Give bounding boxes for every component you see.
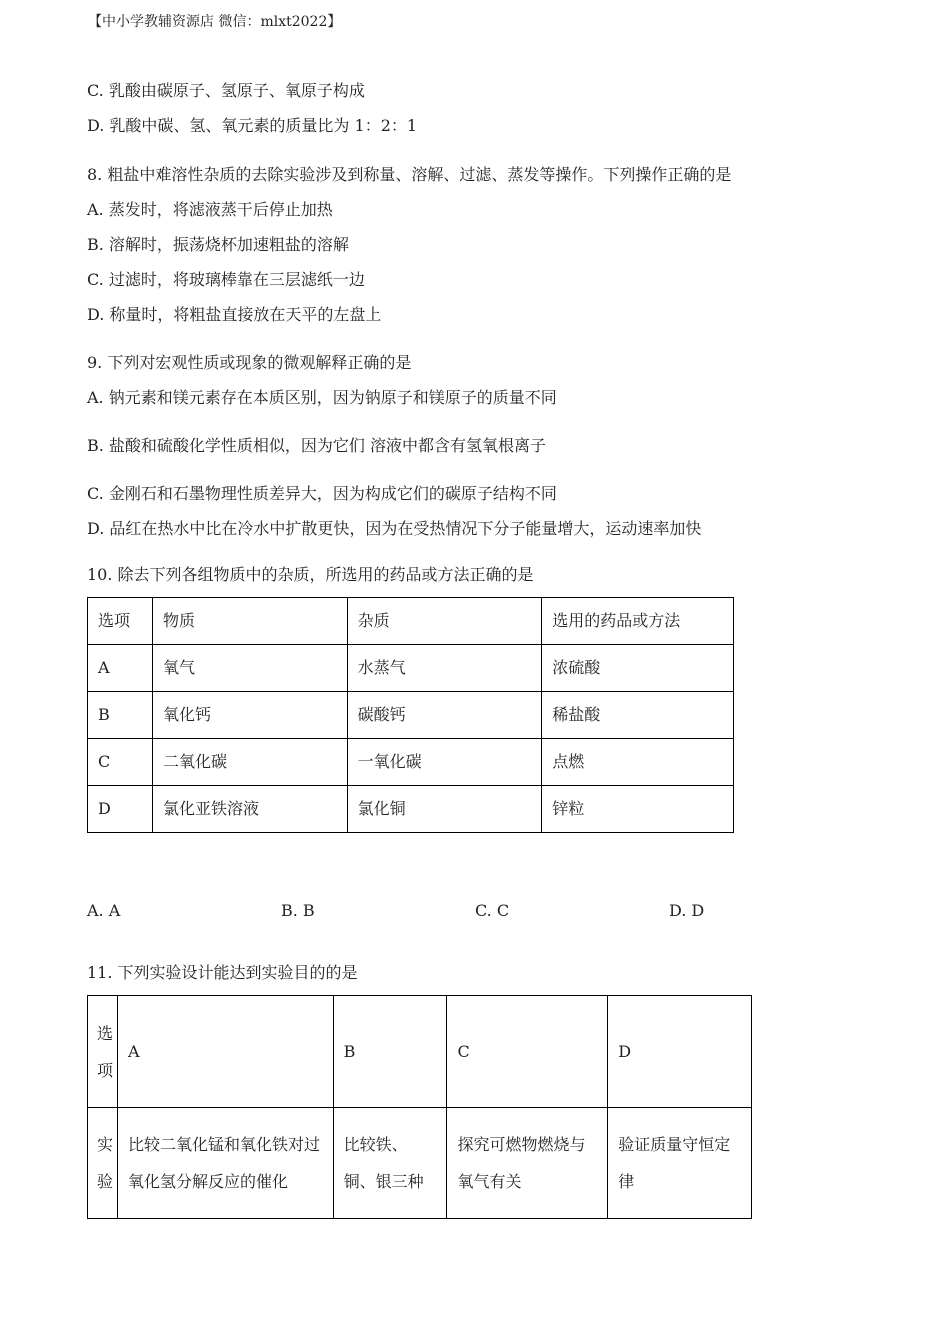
- table-cell: 氧化钙: [152, 692, 347, 739]
- q7-option-d: D. 乳酸中碳、氢、氧元素的质量比为 1：2：1: [87, 116, 418, 135]
- table-header-row: [88, 996, 752, 1108]
- q9-option-b: B. 盐酸和硫酸化学性质相似，因为它们 溶液中都含有氢氧根离子: [87, 436, 547, 455]
- q9-option-c: C. 金刚石和石墨物理性质差异大，因为构成它们的碳原子结构不同: [87, 484, 557, 503]
- q8-stem: 8. 粗盐中难溶性杂质的去除实验涉及到称量、溶解、过滤、蒸发等操作。下列操作正确的是: [87, 165, 732, 184]
- table-cell: 碳酸钙: [347, 692, 542, 739]
- table-cell: 比较二氧化锰和氧化铁对过氧化氢分解反应的催化: [117, 1108, 333, 1219]
- q9-option-d: D. 品红在热水中比在冷水中扩散更快，因为在受热情况下分子能量增大，运动速率加快: [87, 519, 702, 538]
- q11-stem: 11. 下列实验设计能达到实验目的的是: [87, 963, 358, 982]
- table-cell: 氯化铜: [347, 786, 542, 833]
- table-row: [88, 786, 734, 833]
- table-cell: 验证质量守恒定律: [608, 1108, 752, 1219]
- q8-option-b: B. 溶解时，振荡烧杯加速粗盐的溶解: [87, 235, 349, 254]
- table-header-cell: 物质: [152, 598, 347, 645]
- q8-option-d: D. 称量时，将粗盐直接放在天平的左盘上: [87, 305, 382, 324]
- table-header-cell: 选用的药品或方法: [542, 598, 734, 645]
- page-header: 【中小学教辅资源店 微信：mlxt2022】: [88, 14, 342, 30]
- table-cell: B: [88, 692, 153, 739]
- table-cell: 比较铁、铜、银三种: [333, 1108, 447, 1219]
- table-header-cell: C: [447, 996, 608, 1108]
- table-row: [88, 692, 734, 739]
- table-cell: 稀盐酸: [542, 692, 734, 739]
- table-cell: 浓硫酸: [542, 645, 734, 692]
- q10-stem: 10. 除去下列各组物质中的杂质，所选用的药品或方法正确的是: [87, 565, 534, 584]
- table-cell: 氯化亚铁溶液: [152, 786, 347, 833]
- table-cell: 探究可燃物燃烧与氧气有关: [447, 1108, 608, 1219]
- table-cell: 氧气: [152, 645, 347, 692]
- table-cell: A: [88, 645, 153, 692]
- table-row: [88, 1108, 752, 1219]
- q11-table: [87, 995, 752, 1219]
- q10-table: [87, 597, 734, 833]
- table-cell: 二氧化碳: [152, 739, 347, 786]
- q8-option-c: C. 过滤时，将玻璃棒靠在三层滤纸一边: [87, 270, 365, 289]
- table-header-cell: B: [333, 996, 447, 1108]
- table-cell: D: [88, 786, 153, 833]
- q10-answer-c: C. C: [475, 901, 510, 920]
- q9-option-a: A. 钠元素和镁元素存在本质区别，因为钠原子和镁原子的质量不同: [87, 388, 557, 407]
- table-header-cell: 选项: [88, 996, 118, 1108]
- table-header-cell: 杂质: [347, 598, 542, 645]
- table-cell: 锌粒: [542, 786, 734, 833]
- q10-answer-b: B. B: [281, 901, 315, 920]
- table-row: [88, 645, 734, 692]
- table-cell: 水蒸气: [347, 645, 542, 692]
- table-cell: C: [88, 739, 153, 786]
- q8-option-a: A. 蒸发时，将滤液蒸干后停止加热: [87, 200, 333, 219]
- q10-answer-d: D. D: [669, 901, 705, 920]
- q7-option-c: C. 乳酸由碳原子、氢原子、氧原子构成: [87, 81, 365, 100]
- q9-stem: 9. 下列对宏观性质或现象的微观解释正确的是: [87, 353, 412, 372]
- table-header-row: [88, 598, 734, 645]
- table-cell: 点燃: [542, 739, 734, 786]
- table-cell: 实验: [88, 1108, 118, 1219]
- table-row: [88, 739, 734, 786]
- q10-answer-a: A. A: [87, 901, 121, 920]
- table-header-cell: 选项: [88, 598, 153, 645]
- table-header-cell: D: [608, 996, 752, 1108]
- table-cell: 一氧化碳: [347, 739, 542, 786]
- table-header-cell: A: [117, 996, 333, 1108]
